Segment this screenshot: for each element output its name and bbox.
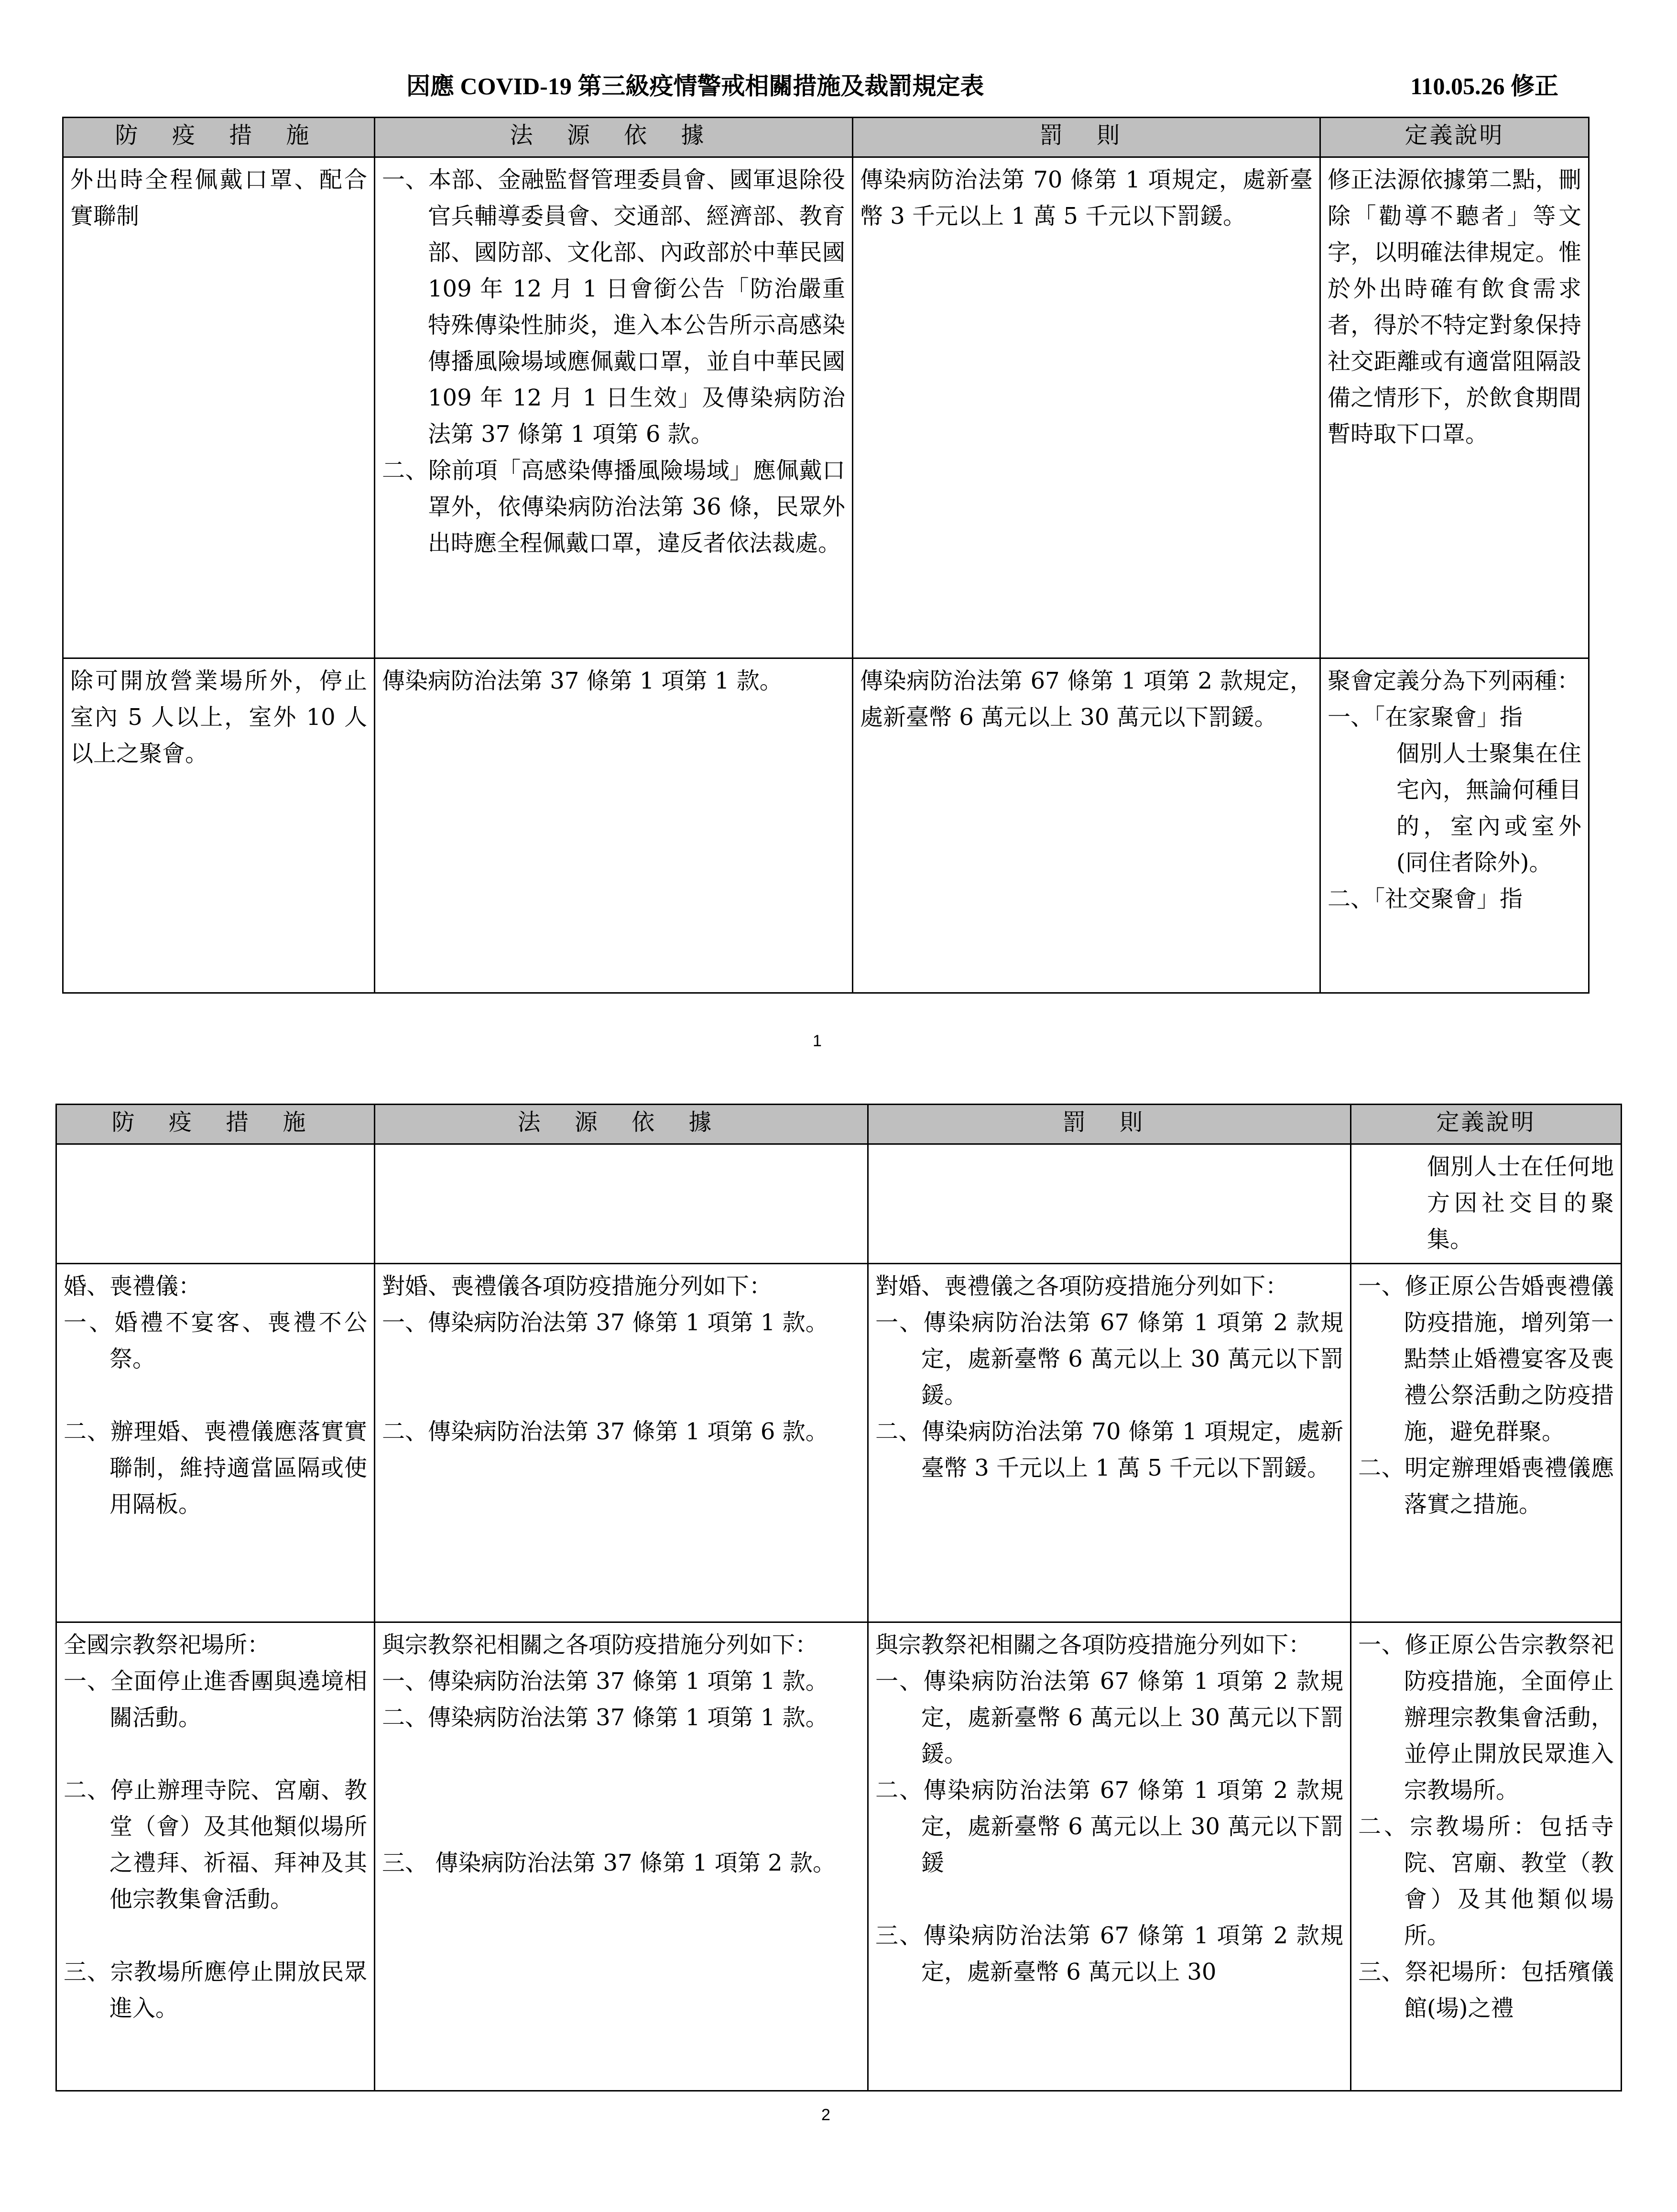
definition-item-1: 一、修正原公告宗教祭祀防疫措施，全面停止辦理宗教集會活動，並停止開放民眾進入宗教場所。: [1358, 1632, 1614, 1804]
table-row: [56, 1264, 1622, 1622]
definition-item-2: 二、宗教場所：包括寺院、宮廟、教堂（教會）及其他類似場所。: [1358, 1813, 1614, 1949]
penalty-text: 傳染病防治法第 67 條第 1 項第 2 款規定，處新臺幣 6 萬元以上 30 萬元以下罰鍰。: [860, 668, 1313, 731]
table-header-row: [56, 1105, 1622, 1144]
table-row: [63, 658, 1589, 993]
legal-cell: [375, 1622, 868, 2091]
legal-item-3: 三、 傳染病防治法第 37 條第 1 項第 2 款。: [382, 1850, 836, 1876]
measure-cell: [63, 157, 375, 658]
legal-item-1: 一、傳染病防治法第 37 條第 1 項第 1 款。: [382, 1309, 828, 1336]
page-number: 1: [813, 1032, 822, 1050]
measure-cell: [56, 1144, 375, 1264]
definition-item-1-body: 個別人士聚集在住宅內，無論何種目的，室內或室外(同住者除外)。: [1396, 740, 1581, 876]
col-header-measure: 防 疫 措 施: [56, 1105, 375, 1144]
measure-text: 除可開放營業場所外，停止室內 5 人以上，室外 10 人以上之聚會。: [70, 668, 367, 767]
measure-title: 全國宗教祭祀場所：: [64, 1632, 271, 1658]
revision-date: 110.05.26 修正: [1410, 73, 1558, 99]
page-number: 2: [821, 2106, 830, 2124]
penalty-item-1: 一、傳染病防治法第 67 條第 1 項第 2 款規定，處新臺幣 6 萬元以上 30 萬元以下罰鍰。: [875, 1309, 1343, 1409]
definition-cell: [1320, 658, 1589, 993]
col-header-legal: 法 源 依 據: [375, 1105, 868, 1144]
document-header: [62, 62, 1587, 105]
definition-cell: [1320, 157, 1589, 658]
legal-item-1: 一、本部、金融監督管理委員會、國軍退除役官兵輔導委員會、交通部、經濟部、教育部、國防部、文化部、內政部於中華民國 109 年 12 月 1 日會銜公告「防治嚴重特殊傳染性肺炎，進入本公告所示高感染傳播風險場域應佩戴口罩，並自中華民國 109 年 12 月 1 日生效」及傳染病防治法第 37 條第 1 項第 6 款。: [382, 166, 845, 448]
penalty-cell: [868, 1264, 1351, 1622]
legal-text: 傳染病防治法第 37 條第 1 項第 1 款。: [382, 668, 783, 694]
table-row: [56, 1622, 1622, 2091]
legal-cell: [375, 157, 853, 658]
measure-item-1: 一、全面停止進香團與遶境相關活動。: [64, 1668, 367, 1731]
table-header-row: [63, 118, 1589, 157]
measure-cell: [56, 1622, 375, 2091]
measure-cell: [63, 658, 375, 993]
table-row: [63, 157, 1589, 658]
definition-item-2: 二、明定辦理婚喪禮儀應落實之措施。: [1358, 1455, 1614, 1518]
legal-cell: [375, 658, 853, 993]
legal-item-2: 二、傳染病防治法第 37 條第 1 項第 6 款。: [382, 1418, 828, 1445]
definition-cell: [1351, 1622, 1622, 2091]
measure-item-3: 三、宗教場所應停止開放民眾進入。: [64, 1959, 367, 2022]
document-title: 因應 COVID-19 第三級疫情警戒相關措施及裁罰規定表: [406, 73, 984, 99]
measure-item-1: 一、婚禮不宴客、喪禮不公祭。: [64, 1309, 367, 1372]
table-row: [56, 1144, 1622, 1264]
definition-continued: 個別人士在任何地方因社交目的聚集。: [1427, 1153, 1614, 1253]
penalty-cell: [853, 157, 1320, 658]
definition-item-1: 一、修正原公告婚喪禮儀防疫措施，增列第一點禁止婚禮宴客及喪禮公祭活動之防疫措施，避免群聚。: [1358, 1273, 1614, 1445]
col-header-legal: 法 源 依 據: [375, 118, 853, 157]
penalty-cell: [868, 1144, 1351, 1264]
penalty-intro: 與宗教祭祀相關之各項防疫措施分列如下：: [875, 1632, 1312, 1658]
measure-cell: [56, 1264, 375, 1622]
col-header-measure: 防 疫 措 施: [63, 118, 375, 157]
col-header-definition: 定義說明: [1351, 1105, 1622, 1144]
measures-table-page-1: [62, 117, 1590, 994]
penalty-item-1: 一、傳染病防治法第 67 條第 1 項第 2 款規定，處新臺幣 6 萬元以上 30 萬元以下罰鍰。: [875, 1668, 1343, 1767]
measure-title: 婚、喪禮儀：: [64, 1273, 202, 1300]
legal-item-2: 二、除前項「高感染傳播風險場域」應佩戴口罩外，依傳染病防治法第 36 條，民眾外出時應全程佩戴口罩，違反者依法裁處。: [382, 457, 845, 557]
definition-item-3: 三、祭祀場所：包括殯儀館(場)之禮: [1358, 1959, 1614, 2022]
legal-cell: [375, 1264, 868, 1622]
measure-item-2: 二、停止辦理寺院、宮廟、教堂（會）及其他類似場所之禮拜、祈福、拜神及其他宗教集會活動。: [64, 1777, 367, 1913]
measures-table-page-2: [55, 1104, 1622, 2092]
legal-item-1: 一、傳染病防治法第 37 條第 1 項第 1 款。: [382, 1668, 828, 1695]
col-header-definition: 定義說明: [1320, 118, 1589, 157]
penalty-item-2: 二、傳染病防治法第 70 條第 1 項規定，處新臺幣 3 千元以上 1 萬 5 千元以下罰鍰。: [875, 1418, 1343, 1481]
legal-cell: [375, 1144, 868, 1264]
penalty-text: 傳染病防治法第 70 條第 1 項規定，處新臺幣 3 千元以上 1 萬 5 千元以下罰鍰。: [860, 166, 1313, 230]
definition-intro: 聚會定義分為下列兩種：: [1328, 668, 1580, 694]
legal-intro: 對婚、喪禮儀各項防疫措施分列如下：: [382, 1273, 773, 1300]
penalty-item-3: 三、傳染病防治法第 67 條第 1 項第 2 款規定，處新臺幣 6 萬元以上 30: [875, 1922, 1343, 1985]
penalty-intro: 對婚、喪禮儀之各項防疫措施分列如下：: [875, 1273, 1289, 1300]
definition-cell: [1351, 1264, 1622, 1622]
col-header-penalty: 罰 則: [853, 118, 1320, 157]
col-header-penalty: 罰 則: [868, 1105, 1351, 1144]
definition-text: 修正法源依據第二點，刪除「勸導不聽者」等文字，以明確法律規定。惟於外出時確有飲食需求者，得於不特定對象保持社交距離或有適當阻隔設備之情形下，於飲食期間暫時取下口罩。: [1328, 166, 1581, 448]
definition-cell: [1351, 1144, 1622, 1264]
legal-item-2: 二、傳染病防治法第 37 條第 1 項第 1 款。: [382, 1704, 828, 1731]
penalty-cell: [868, 1622, 1351, 2091]
definition-item-2: 二、「社交聚會」指: [1328, 886, 1523, 912]
measure-text: 外出時全程佩戴口罩、配合實聯制: [70, 166, 367, 230]
penalty-item-2: 二、傳染病防治法第 67 條第 1 項第 2 款規定，處新臺幣 6 萬元以上 30 萬元以下罰鍰: [875, 1777, 1343, 1876]
legal-intro: 與宗教祭祀相關之各項防疫措施分列如下：: [382, 1632, 818, 1658]
penalty-cell: [853, 658, 1320, 993]
definition-item-1: 一、「在家聚會」指: [1328, 704, 1523, 731]
measure-item-2: 二、辦理婚、喪禮儀應落實實聯制，維持適當區隔或使用隔板。: [64, 1418, 367, 1518]
